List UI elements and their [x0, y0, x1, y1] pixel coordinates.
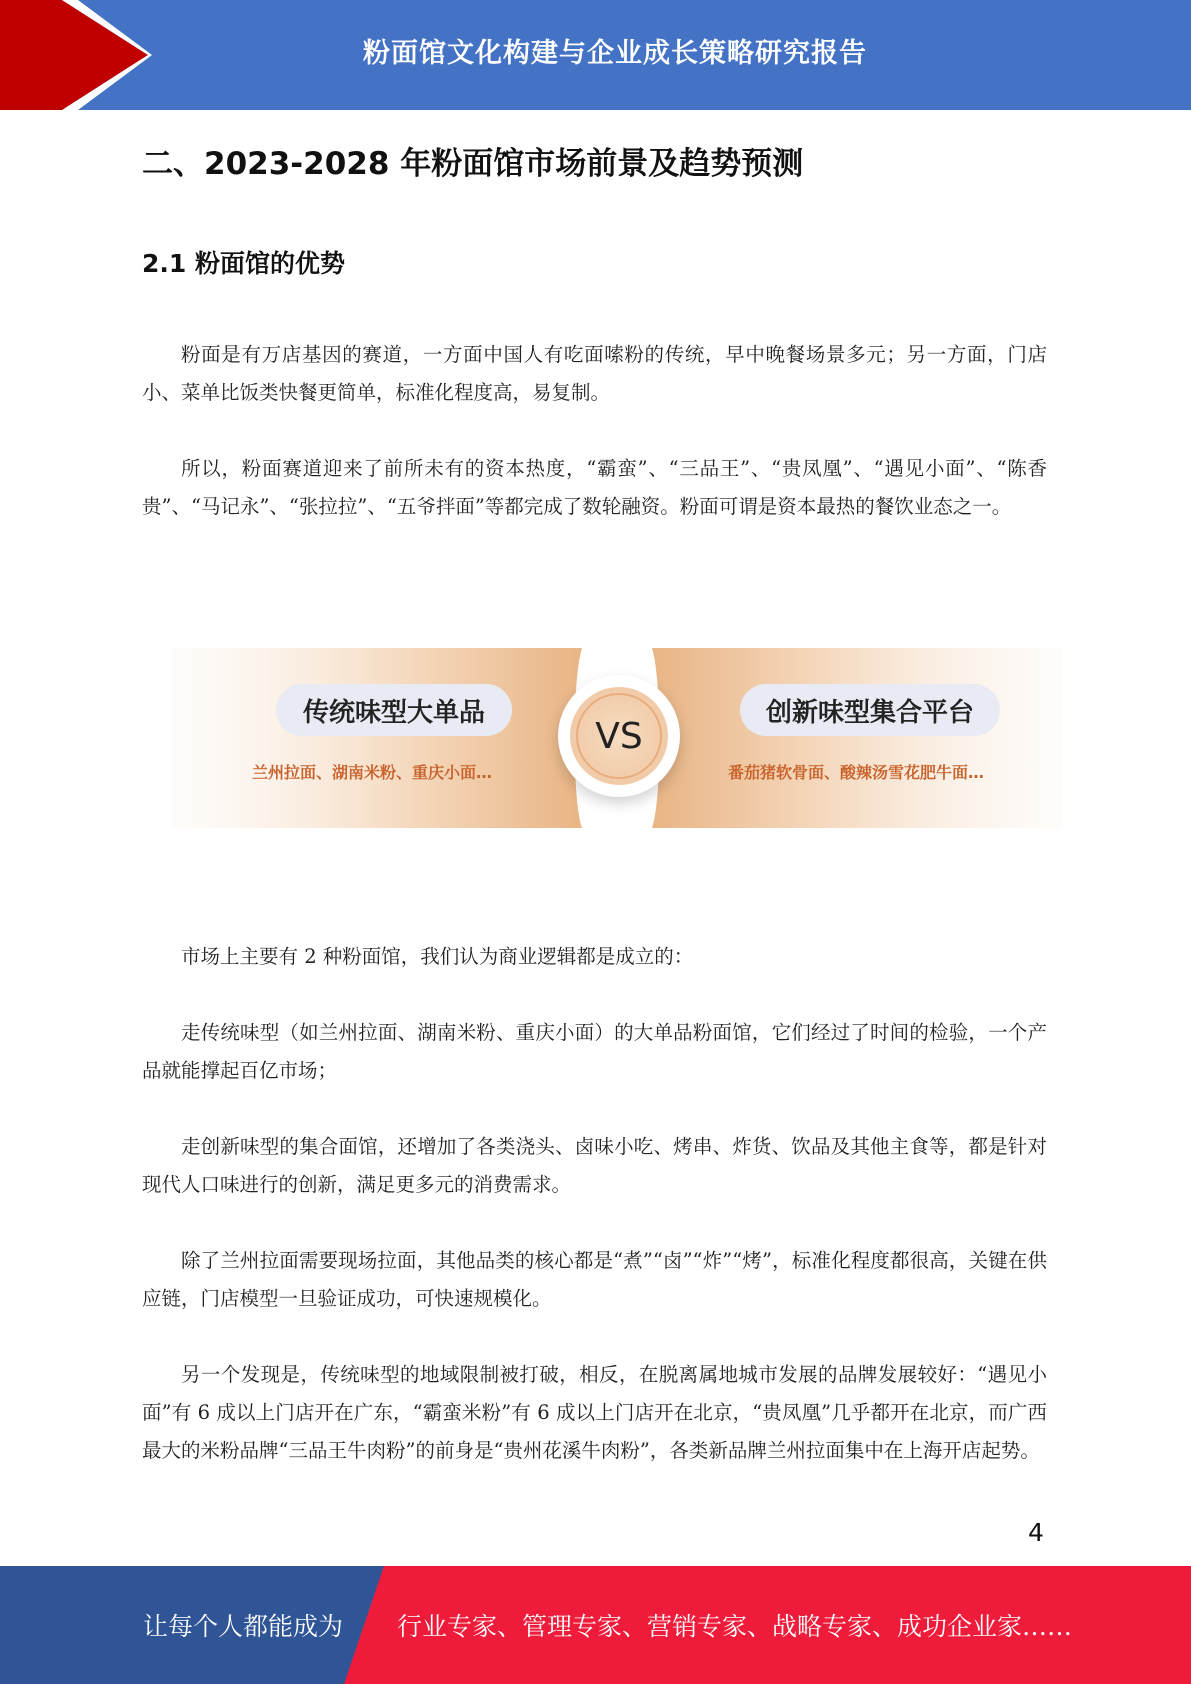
paragraph-1: 粉面是有万店基因的赛道，一方面中国人有吃面嗦粉的传统，早中晚餐场景多元；另一方面，门店小、菜单比饭类快餐更简单，标准化程度高，易复制。 [142, 343, 1047, 404]
vs-label: VS [576, 693, 662, 779]
paragraph-3: 市场上主要有 2 种粉面馆，我们认为商业逻辑都是成立的： [181, 945, 694, 968]
right-examples: 番茄猪软骨面、酸辣汤雪花肥牛面… [728, 763, 985, 782]
comparison-graphic [172, 640, 1062, 840]
footer-banner [0, 1566, 1191, 1684]
vs-badge [558, 675, 680, 797]
paragraph-5: 走创新味型的集合面馆，还增加了各类浇头、卤味小吃、烤串、炸货、饮品及其他主食等，都是针对现代人口味进行的创新，满足更多元的消费需求。 [142, 1135, 1047, 1196]
paragraph-6: 除了兰州拉面需要现场拉面，其他品类的核心都是“煮”“卤”“炸”“烤”，标准化程度都很高，关键在供应链，门店模型一旦验证成功，可快速规模化。 [142, 1249, 1047, 1310]
right-wing [652, 648, 1062, 828]
page-number: 4 [1028, 1518, 1044, 1547]
right-title-pill: 创新味型集合平台 [740, 684, 1000, 736]
left-title-pill: 传统味型大单品 [276, 684, 512, 736]
subsection-heading: 2.1 粉面馆的优势 [142, 249, 345, 278]
paragraph-7: 另一个发现是，传统味型的地域限制被打破，相反，在脱离属地城市发展的品牌发展较好：“遇见小面”有 6 成以上门店开在广东，“霸蛮米粉”有 6 成以上门店开在北京，“贵凤凰”几乎都开在北京，而广西最大的米粉品牌“三品王牛肉粉”的前身是“贵州花溪牛肉粉”，各类新品牌兰州拉面集中在上海开店起势。 [142, 1363, 1047, 1462]
paragraph-4: 走传统味型（如兰州拉面、湖南米粉、重庆小面）的大单品粉面馆，它们经过了时间的检验，一个产品就能撑起百亿市场； [142, 1021, 1047, 1082]
footer-slogan-right: 行业专家、管理专家、营销专家、战略专家、成功企业家…… [397, 1612, 1073, 1641]
paragraph-2: 所以，粉面赛道迎来了前所未有的资本热度，“霸蛮”、“三品王”、“贵凤凰”、“遇见小面”、“陈香贵”、“马记永”、“张拉拉”、“五爷拌面”等都完成了数轮融资。粉面可谓是资本最热的餐饮业态之一。 [142, 457, 1047, 518]
section-heading: 二、2023-2028 年粉面馆市场前景及趋势预测 [142, 146, 804, 182]
header-banner [0, 0, 1191, 110]
left-wing [172, 648, 582, 828]
report-title: 粉面馆文化构建与企业成长策略研究报告 [363, 37, 867, 69]
footer-slogan-left: 让每个人都能成为 [143, 1612, 344, 1641]
left-examples: 兰州拉面、湖南米粉、重庆小面… [252, 763, 493, 782]
